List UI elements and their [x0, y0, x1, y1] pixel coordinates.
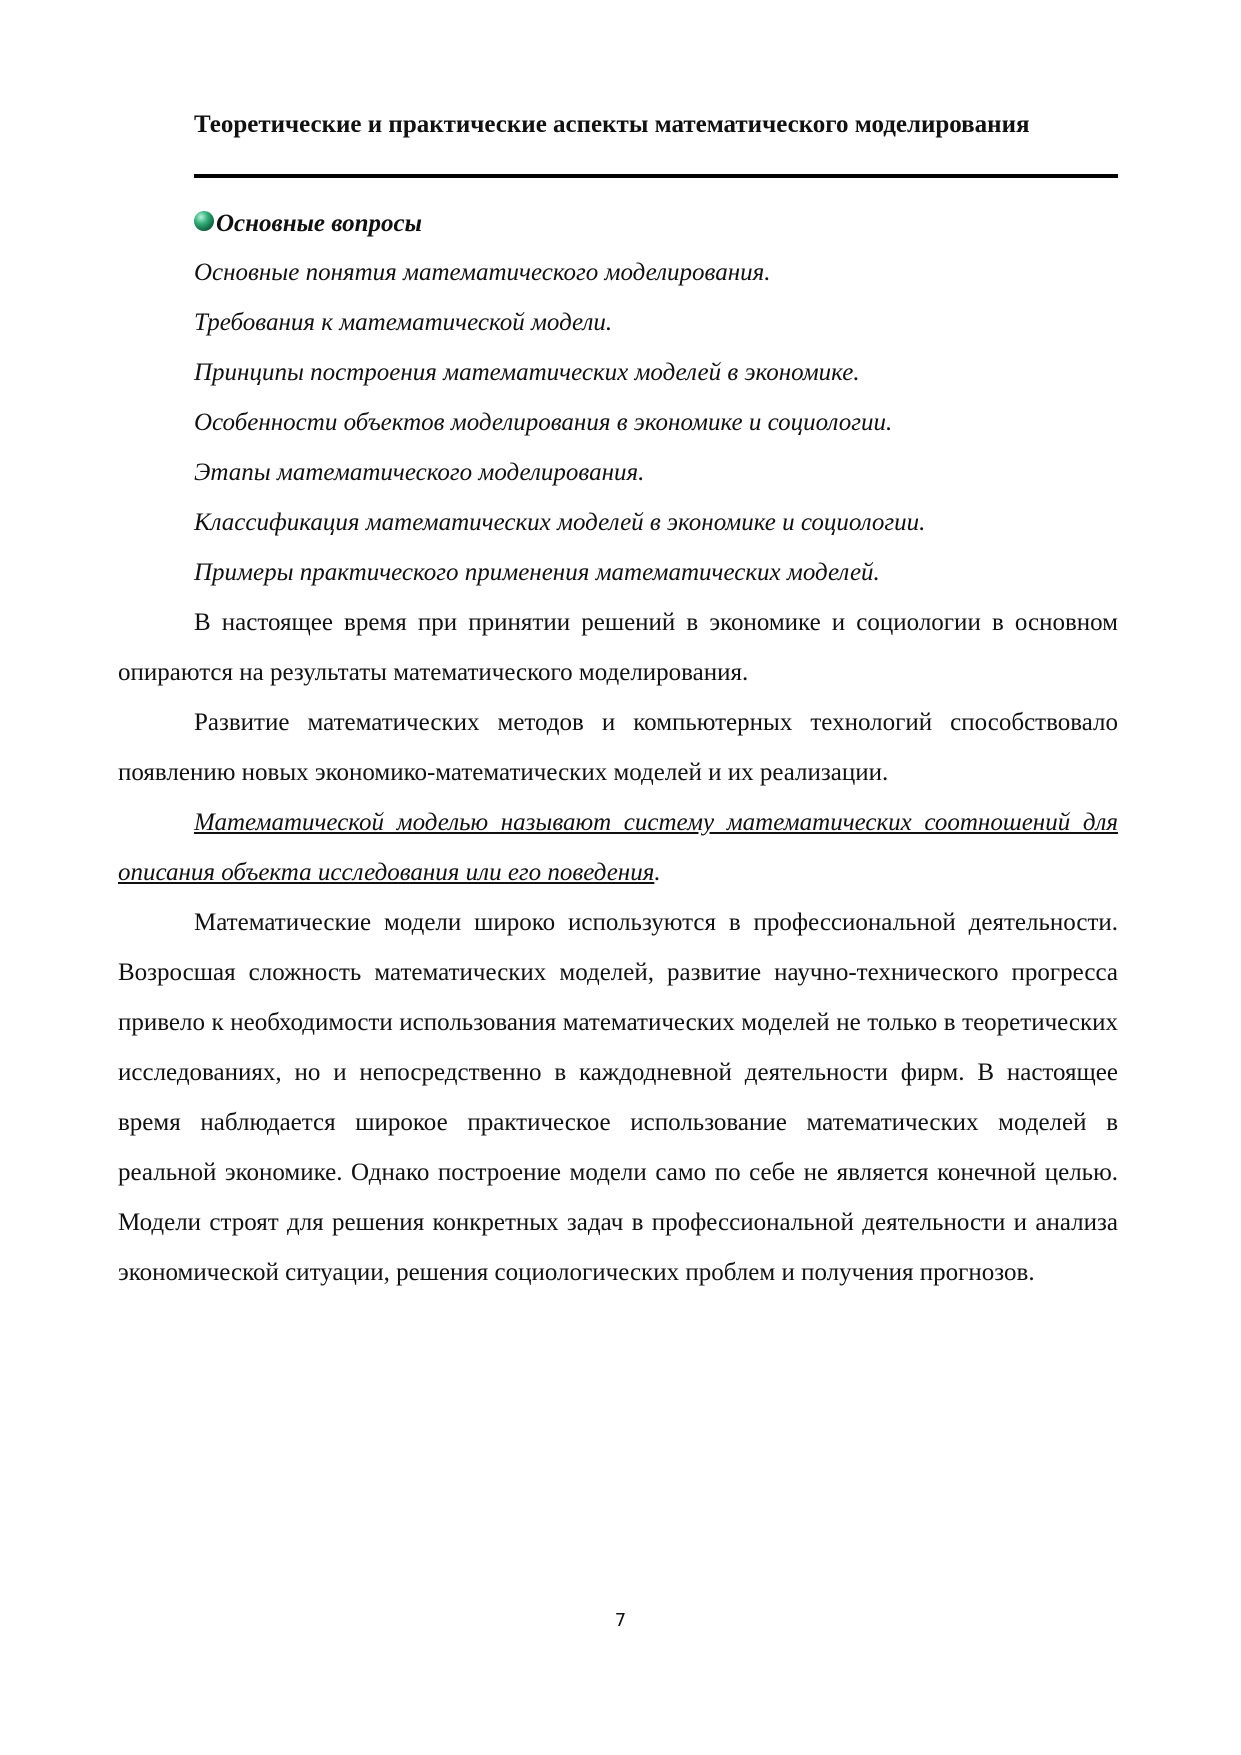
- green-sphere-bullet-icon: [194, 211, 214, 231]
- page-title: Теоретические и практические аспекты математического моделирования: [194, 111, 1030, 138]
- definition-paragraph: [118, 798, 1118, 898]
- question-item: Этапы математического моделирования.: [194, 459, 645, 486]
- definition-underlined-text: Математической моделью называют систему математических соотношений для описания объекта исследования или его поведения: [118, 809, 1118, 886]
- page-number: 7: [614, 1610, 627, 1631]
- body-paragraph: Математические модели широко используются в профессиональной деятельности. Возросшая сложность математических моделей, развитие научно-технического прогресса привело к необходимости использования математических моделей не только в теоретических исследованиях, но и непосредственно в каждодневной деятельности фирм. В настоящее время наблюдается широкое практическое использование математических моделей в реальной экономике. Однако построение модели само по себе не является конечной целью. Модели строят для решения конкретных задач в профессиональной деятельности и анализа экономической ситуации, решения социологических проблем и получения прогнозов.: [118, 909, 1118, 1286]
- body-paragraph: Развитие математических методов и компьютерных технологий способствовало появлению новых экономико-математических моделей и их реализации.: [118, 709, 1118, 786]
- questions-heading: [194, 200, 1118, 248]
- question-item: Классификация математических моделей в экономике и социологии.: [194, 509, 926, 536]
- questions-heading-label: Основные вопросы: [216, 210, 422, 237]
- question-item: Основные понятия математического моделирования.: [194, 259, 771, 286]
- question-item: Принципы построения математических моделей в экономике.: [194, 359, 860, 386]
- horizontal-rule: [194, 174, 1118, 178]
- question-item: Особенности объектов моделирования в экономике и социологии.: [194, 409, 893, 436]
- definition-tail: .: [654, 859, 661, 886]
- document-page: [118, 100, 1118, 1298]
- question-item: Примеры практического применения математических моделей.: [194, 559, 880, 586]
- question-item: Требования к математической модели.: [194, 309, 613, 336]
- body-paragraph: В настоящее время при принятии решений в экономике и социологии в основном опираются на результаты математического моделирования.: [118, 609, 1118, 686]
- questions-block: [194, 200, 1118, 598]
